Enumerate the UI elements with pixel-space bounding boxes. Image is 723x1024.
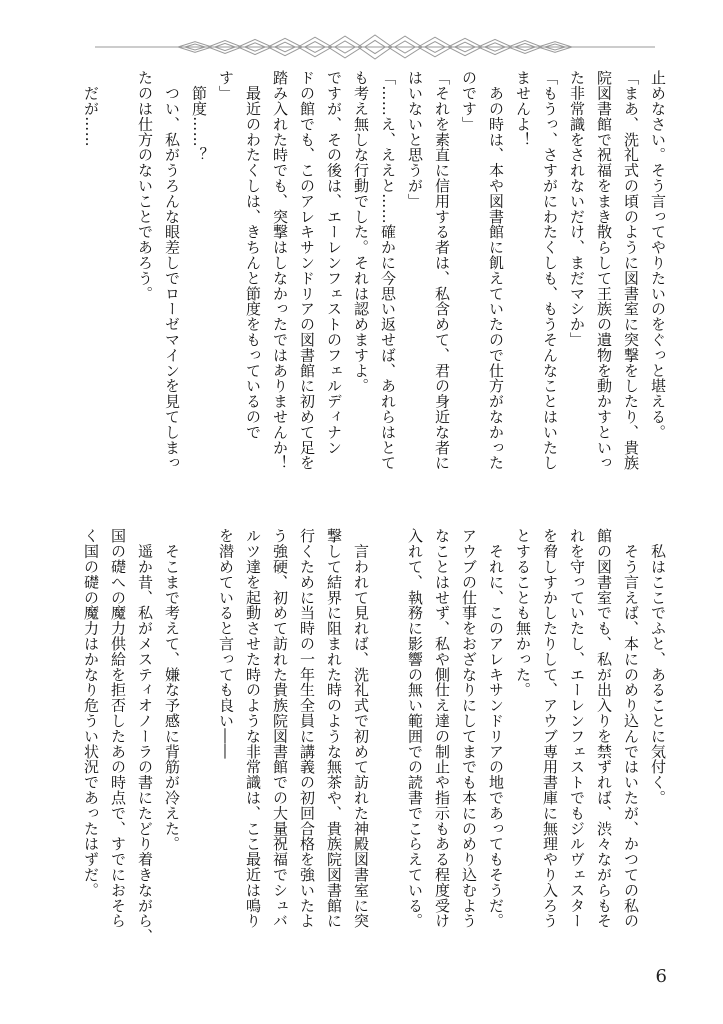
text-line: 止めなさい。そう言ってやりたいのをぐっと堪える。 [649, 70, 667, 440]
text-line: それに、このアレキサンドリアの地であってもそうだ。 [487, 528, 505, 929]
page-number: 6 [655, 966, 667, 987]
text-line [374, 528, 401, 943]
text-line: とすることも無かった。 [514, 528, 532, 698]
text-line: 遥か昔、私がメスティオノーラの書にたどり着きながら、 [136, 528, 154, 944]
text-line: あの時は、本や図書館に飢えていたので仕方がなかった [487, 70, 505, 471]
text-line: 言われて見れば、洗礼式で初めて訪れた神殿図書室に突 [352, 528, 370, 929]
text-line: ませんよ！ [514, 70, 532, 147]
text-line: ドの館でも、このアレキサンドリアの図書館に初めて足を [298, 70, 316, 471]
text-line: す」 [217, 70, 235, 101]
text-line: れを守っていたし、エーレンフェストでもジルヴェスター [568, 528, 586, 929]
text-line: 踏み入れた時でも、突撃はしなかったではありませんか！ [271, 70, 289, 471]
text-line: 院図書館で祝福をまき散らして王族の遺物を動かすといっ [595, 70, 613, 471]
text-line: のです」 [460, 70, 478, 132]
text-line: を潜めていると言っても良い―― [217, 528, 235, 759]
text-line: ルツ達を起動させた時のような非常識は、ここ最近は鳴り [244, 528, 262, 929]
text-line: 私はここでふと、あることに気付く。 [649, 528, 667, 806]
text-line: 館の図書室でも、私が出入りを禁ずれば、渋々ながらもそ [595, 528, 613, 929]
text-line: たのは仕方のないことであろう。 [136, 70, 154, 301]
text-line: く国の礎の魔力はかなり危うい状況であったはずだ。 [82, 528, 100, 898]
lower-text-block [82, 528, 671, 944]
text-line: を脅しすかしたりして、アウブ専用書庫に無理やり入ろう [541, 528, 559, 929]
decorative-border-ornament [95, 30, 655, 64]
text-line: 行くために当時の一年生全員に講義の初回合格を強いたよ [298, 528, 316, 929]
text-line: う強硬、初めて訪れた貴族院図書館での大量祝福でシュバ [271, 528, 289, 929]
text-line: はいないと思うが」 [406, 70, 424, 209]
upper-text-block [82, 70, 671, 490]
text-line: そこまで考えて、嫌な予感に背筋が冷えた。 [163, 528, 181, 852]
text-line: 「もうっ、さすがにわたくしも、もうそんなことはいたし [541, 70, 559, 471]
text-line: 最近のわたくしは、きちんと節度をもっているので [244, 70, 262, 440]
text-line: 「……え、ええと……確かに今思い返せば、あれらはとて [379, 70, 397, 471]
text-line: 「それを素直に信用する者は、私含めて、君の身近な者に [433, 70, 451, 471]
text-line: そう言えば、本にのめり込んではいたが、かつての私の [622, 528, 640, 929]
text-line: だが…… [82, 70, 100, 147]
text-line: 節度……？ [190, 70, 208, 163]
text-line: アウブの仕事をおざなりにしてまでも本にのめり込むよう [460, 528, 478, 929]
text-line: 国の礎への魔力供給を拒否したあの時点で、すでにおそら [109, 528, 127, 929]
text-line: 「まあ、洗礼式の頃のように図書室に突撃をしたり、貴族 [622, 70, 640, 471]
text-line: ですが、その後は、エーレンフェストのフェルディナン [325, 70, 343, 455]
text-line: 撃して結界に阻まれた時のような無茶や、貴族院図書館に [325, 528, 343, 929]
text-line: つい、私がうろんな眼差しでローゼマインを見てしまっ [163, 70, 181, 471]
text-line: 入れて、執務に影響の無い範囲での読書でこらえている。 [406, 528, 424, 929]
text-line: も考え無しな行動でした。それは認めますよ。 [352, 70, 370, 394]
text-line [185, 528, 212, 943]
text-line [104, 70, 131, 490]
text-line: なことはせず、私や側仕え達の制止や指示もある程度受け [433, 528, 451, 929]
text-line: た非常識をされないだけ、まだマシか」 [568, 70, 586, 348]
